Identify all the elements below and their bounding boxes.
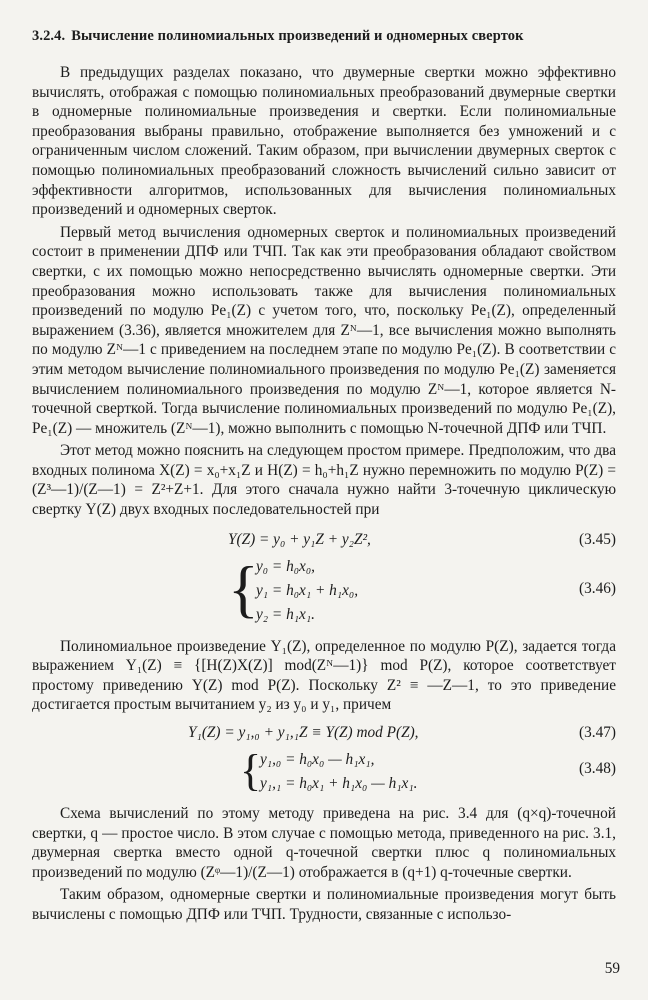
paragraph: Этот метод можно пояснить на следующем простом примере. Предположим, что два входных полинома X(Z) = x₀+x₁Z и H(Z) = h₀+h₁Z нужно перемножить по модулю P(Z) = (Z³—1)/(Z—1) = Z²+Z+1. Для этого сначала нужно найти 3-точечную циклическую свертку Y(Z) двух входных последовательностей при bbox=[32, 442, 616, 519]
equation-expression: Y₁(Z) = y₁,₀ + y₁,₁Z ≡ Y(Z) mod P(Z), bbox=[188, 724, 419, 742]
left-brace: { bbox=[240, 746, 262, 796]
equation-number: (3.48) bbox=[579, 760, 616, 778]
system-line: y₂ = h₁x₁. bbox=[256, 605, 315, 623]
body-text-bottom bbox=[32, 804, 616, 925]
equation-3-47 bbox=[32, 721, 616, 746]
system-line: y₁ = h₀x₁ + h₁x₀, bbox=[256, 581, 359, 599]
section-title: Вычисление полиномиальных произведений и одномерных сверток bbox=[71, 28, 524, 44]
body-text-middle bbox=[32, 637, 616, 715]
equation-number: (3.46) bbox=[579, 579, 616, 597]
equation-number: (3.45) bbox=[579, 530, 616, 548]
page-number: 59 bbox=[604, 960, 620, 977]
paragraph: Таким образом, одномерные свертки и полиномиальные произведения могут быть вычислены с помощью ДПФ или ТЧП. Трудности, связанные с использо- bbox=[32, 886, 616, 923]
equation-system-3-46 bbox=[32, 553, 616, 631]
paragraph: Схема вычислений по этому методу приведена на рис. 3.4 для (q×q)-точечной свертки, q — простое число. В этом случае с помощью метода, приведенного на рис. 3.1, двумерная свертка вместо одной q-точечной свертки плюс q полиномиальных произведений по модулю (Zᵠ—1)/(Z—1) отображается в (q+1) q-точечные свертки. bbox=[32, 805, 616, 881]
body-text-top bbox=[32, 63, 616, 520]
system-line: y₁,₀ = h₀x₀ — h₁x₁, bbox=[260, 751, 375, 769]
equation-system-3-48 bbox=[32, 746, 616, 798]
equation-number: (3.47) bbox=[579, 724, 616, 742]
system-line: y₀ = h₀x₀, bbox=[256, 557, 315, 575]
paragraph: В предыдущих разделах показано, что двумерные свертки можно эффективно вычислять, отображая с помощью полиномиальных преобразований двумерные свертки в одномерные полиномиальные произведения и свертки. Если полиномиальные преобразования выбраны правильно, отображение выполняется без умножений и с ограниченным числом сложений. Таким образом, при вычислении двумерных сверток с помощью полиномиальных преобразований сложность вычислений сильно зависит от эффективности алгоритмов, использованных для вычисления полиномиальных произведений и одномерных сверток. bbox=[32, 64, 616, 219]
equation-expression: Y(Z) = y₀ + y₁Z + y₂Z², bbox=[228, 530, 371, 548]
section-heading bbox=[32, 28, 616, 45]
paragraph: Полиномиальное произведение Y₁(Z), определенное по модулю P(Z), задается тогда выражением Y₁(Z) ≡ {[H(Z)X(Z)] mod(Zᴺ—1)} mod P(Z), которое соответствует простому приведению Y(Z) mod P(Z). Поскольку Z² ≡ —Z—1, то это приведение достигается простым вычитанием y₂ из y₀ и y₁, причем bbox=[32, 637, 616, 714]
paragraph: Первый метод вычисления одномерных сверток и полиномиальных произведений состоит в применении ДПФ или ТЧП. Так как эти преобразования обладают свойством свертки, с их помощью можно непосредственно вычислять одномерные свертки. Эти преобразования можно использовать также для вычисления полиномиальных произведений по модулю Pe₁(Z) с учетом того, что, поскольку Pe₁(Z), определенный выражением (3.36), является множителем для Zᴺ—1, все вычисления можно выполнять по модулю Zᴺ—1 с приведением на последнем этапе по модулю Pe₁(Z). В соответствии с этим методом вычисление полиномиального произведения по модулю Pe₁(Z) заменяется вычислением полиномиального произведения по модулю Zᴺ—1, которое является N-точечной сверткой. Тогда вычисление полиномиальных произведений по модулю Pe₁(Z), Pe₁(Z) — множитель (Zᴺ—1), можно выполнить с помощью N-точечной ДПФ или ТЧП. bbox=[32, 223, 616, 437]
system-line: y₁,₁ = h₀x₁ + h₁x₀ — h₁x₁. bbox=[260, 775, 418, 793]
left-brace: { bbox=[228, 552, 259, 624]
equation-3-45 bbox=[32, 528, 616, 553]
section-number: 3.2.4. bbox=[32, 28, 66, 44]
